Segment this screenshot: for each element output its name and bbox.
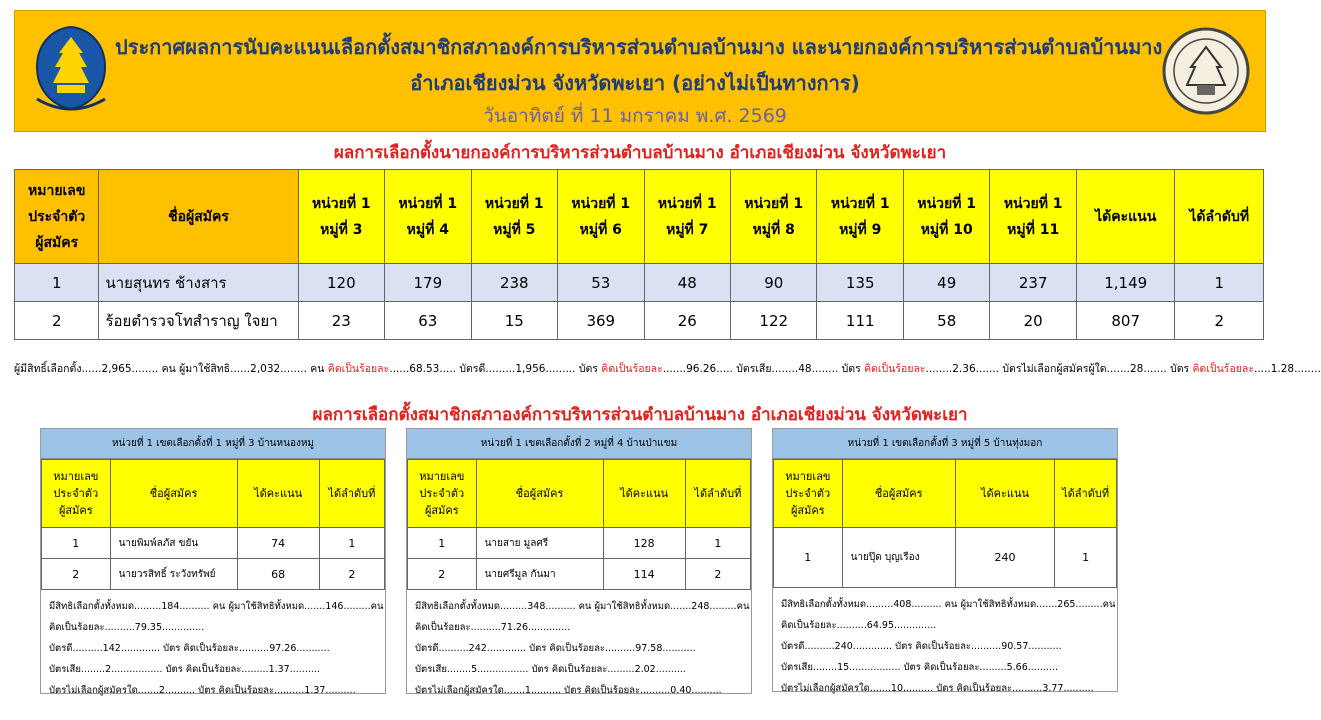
header-rank: ได้ลำดับที่: [319, 460, 384, 528]
unit-votes: 179: [385, 264, 471, 302]
candidate-number: 2: [15, 302, 99, 340]
candidate-name: นายศรีมูล กันมา: [476, 559, 603, 590]
rank: 1: [319, 528, 384, 559]
unit-votes: 23: [298, 302, 384, 340]
header-candidate-number: หมายเลข ประจำตัว ผู้สมัคร: [774, 460, 843, 528]
unit-votes: 26: [644, 302, 730, 340]
district-turnout-info: มีสิทธิเลือกตั้งทั้งหมด.........408.......... คน ผู้มาใช้สิทธิทั้งหมด.......265.........คน คิดเป็นร้อยละ..........64.95.............. บัตรดี..........240............. บัตร คิดเป็นร้อยละ..........90.57........... บัตรเสีย........15................. บัตร คิดเป็นร้อยละ.........5.66.......... บัตรไม่เลือกผู้สมัครใด.......10.......... บัตร คิดเป็นร้อยละ..........3.77..........: [781, 599, 1116, 694]
rank: 2: [685, 559, 750, 590]
votes: 74: [237, 528, 319, 559]
header-votes: ได้คะแนน: [955, 460, 1054, 528]
votes: 240: [955, 528, 1054, 588]
table-row: [408, 528, 751, 559]
unit-votes: 369: [558, 302, 644, 340]
district-table: [773, 459, 1117, 588]
table-header-row: [15, 170, 1264, 264]
district-caption: หน่วยที่ 1 เขตเลือกตั้งที่ 1 หมู่ที่ 3 บ้านหนองหมู: [41, 429, 385, 459]
candidate-number: 1: [15, 264, 99, 302]
district-table: [41, 459, 385, 590]
mayor-turnout-summary: ผู้มีสิทธิ์เลือกตั้ง......2,965........ คน ผู้มาใช้สิทธิ......2,032........ คน คิดเป็นร้อยละ......68.53..... บัตรดี.........1,956......... บัตร คิดเป็นร้อยละ.......96.26..... บัตรเสีย........48........ บัตร คิดเป็นร้อยละ........2.36....... บัตรไม่เลือกผู้สมัครผู้ใด.......28....... บัตร คิดเป็นร้อยละ.....1.28........: [14, 363, 1321, 375]
header-candidate-number: หมายเลข ประจำตัว ผู้สมัคร: [408, 460, 477, 528]
unit-votes: 58: [903, 302, 989, 340]
unit-votes: 53: [558, 264, 644, 302]
rank: 1: [1055, 528, 1117, 588]
header-banner: [14, 10, 1266, 132]
unit-votes: 63: [385, 302, 471, 340]
district-caption: หน่วยที่ 1 เขตเลือกตั้งที่ 3 หมู่ที่ 5 บ้านทุ่งมอก: [773, 429, 1117, 459]
unit-votes: 48: [644, 264, 730, 302]
council-district-box: [772, 428, 1118, 692]
header-candidate-name: ชื่อผู้สมัคร: [110, 460, 237, 528]
header-votes: ได้คะแนน: [237, 460, 319, 528]
header-candidate-number: หมายเลข ประจำตัว ผู้สมัคร: [15, 170, 99, 264]
votes: 128: [603, 528, 685, 559]
unit-votes: 238: [471, 264, 557, 302]
unit-votes: 135: [817, 264, 903, 302]
district-table: [407, 459, 751, 590]
votes: 114: [603, 559, 685, 590]
header-date: วันอาทิตย์ ที่ 11 มกราคม พ.ศ. 2569: [483, 105, 787, 127]
header-candidate-name: ชื่อผู้สมัคร: [99, 170, 298, 264]
candidate-name: ร้อยตำรวจโทสำราญ ใจยา: [99, 302, 298, 340]
votes: 68: [237, 559, 319, 590]
table-row: [408, 559, 751, 590]
candidate-name: นายสุนทร ช้างสาร: [99, 264, 298, 302]
unit-votes: 49: [903, 264, 989, 302]
rank: 1: [685, 528, 750, 559]
council-section-title: ผลการเลือกตั้งสมาชิกสภาองค์การบริหารส่วนตำบลบ้านมาง อำเภอเชียงม่วน จังหวัดพะเยา: [312, 405, 968, 425]
header-unit: หน่วยที่ 1 หมู่ที่ 5: [471, 170, 557, 264]
unit-votes: 237: [990, 264, 1076, 302]
header-unit: หน่วยที่ 1 หมู่ที่ 4: [385, 170, 471, 264]
council-district-box: [40, 428, 386, 694]
total-votes: 807: [1076, 302, 1175, 340]
header-unit: หน่วยที่ 1 หมู่ที่ 7: [644, 170, 730, 264]
candidate-name: นายวรสิทธิ์ ระวังทรัพย์: [110, 559, 237, 590]
unit-votes: 15: [471, 302, 557, 340]
mayor-results-table: [14, 169, 1264, 340]
candidate-name: นายปุ๊ด บุญเรือง: [842, 528, 955, 588]
candidate-number: 2: [408, 559, 477, 590]
header-rank: ได้ลำดับที่: [1055, 460, 1117, 528]
district-caption: หน่วยที่ 1 เขตเลือกตั้งที่ 2 หมู่ที่ 4 บ้านป่าแขม: [407, 429, 751, 459]
header-unit: หน่วยที่ 1 หมู่ที่ 3: [298, 170, 384, 264]
district-turnout-info: มีสิทธิเลือกตั้งทั้งหมด.........184.......... คน ผู้มาใช้สิทธิทั้งหมด.......146.........คน คิดเป็นร้อยละ..........79.35.............. บัตรดี..........142............. บัตร คิดเป็นร้อยละ..........97.26........... บัตรเสีย........2................. บัตร คิดเป็นร้อยละ.........1.37.......... บัตรไม่เลือกผู้สมัครใด.......2.......... บัตร คิดเป็นร้อยละ..........1.37..........: [49, 601, 384, 696]
header-unit: หน่วยที่ 1 หมู่ที่ 11: [990, 170, 1076, 264]
header-unit: หน่วยที่ 1 หมู่ที่ 9: [817, 170, 903, 264]
unit-votes: 122: [731, 302, 817, 340]
header-unit: หน่วยที่ 1 หมู่ที่ 8: [731, 170, 817, 264]
header-unit: หน่วยที่ 1 หมู่ที่ 10: [903, 170, 989, 264]
mayor-section-title: ผลการเลือกตั้งนายกองค์การบริหารส่วนตำบลบ้านมาง อำเภอเชียงม่วน จังหวัดพะเยา: [333, 143, 947, 163]
table-header-row: [408, 460, 751, 528]
candidate-number: 1: [774, 528, 843, 588]
header-unit: หน่วยที่ 1 หมู่ที่ 6: [558, 170, 644, 264]
dept-logo-icon: [31, 23, 111, 113]
header-title-line1: ประกาศผลการนับคะแนนเลือกตั้งสมาชิกสภาองค์การบริหารส่วนตำบลบ้านมาง และนายกองค์การบริหารส่วนตำบลบ้านมาง: [115, 35, 1163, 59]
header-rank: ได้ลำดับที่: [1175, 170, 1264, 264]
header-votes: ได้คะแนน: [603, 460, 685, 528]
candidate-number: 2: [42, 559, 111, 590]
table-header-row: [774, 460, 1117, 528]
table-row: [42, 528, 385, 559]
header-total-votes: ได้คะแนน: [1076, 170, 1175, 264]
council-district-box: [406, 428, 752, 694]
rank: 2: [1175, 302, 1264, 340]
table-row: [15, 264, 1264, 302]
rank: 2: [319, 559, 384, 590]
header-candidate-name: ชื่อผู้สมัคร: [476, 460, 603, 528]
candidate-number: 1: [408, 528, 477, 559]
header-candidate-number: หมายเลข ประจำตัว ผู้สมัคร: [42, 460, 111, 528]
unit-votes: 120: [298, 264, 384, 302]
header-rank: ได้ลำดับที่: [685, 460, 750, 528]
rank: 1: [1175, 264, 1264, 302]
candidate-name: นายพิมพ์ลภัส ขยัน: [110, 528, 237, 559]
unit-votes: 111: [817, 302, 903, 340]
header-title-line2: อำเภอเชียงม่วน จังหวัดพะเยา (อย่างไม่เป็นทางการ): [410, 71, 860, 95]
unit-votes: 90: [731, 264, 817, 302]
table-row: [42, 559, 385, 590]
table-row: [774, 528, 1117, 588]
candidate-number: 1: [42, 528, 111, 559]
unit-votes: 20: [990, 302, 1076, 340]
total-votes: 1,149: [1076, 264, 1175, 302]
header-candidate-name: ชื่อผู้สมัคร: [842, 460, 955, 528]
tambon-seal-icon: [1161, 25, 1251, 117]
table-row: [15, 302, 1264, 340]
district-turnout-info: มีสิทธิเลือกตั้งทั้งหมด.........348.......... คน ผู้มาใช้สิทธิทั้งหมด.......248.........คน คิดเป็นร้อยละ..........71.26.............. บัตรดี..........242............. บัตร คิดเป็นร้อยละ..........97.58........... บัตรเสีย........5................. บัตร คิดเป็นร้อยละ.........2.02.......... บัตรไม่เลือกผู้สมัครใด.......1.......... บัตร คิดเป็นร้อยละ..........0.40..........: [415, 601, 750, 696]
table-header-row: [42, 460, 385, 528]
candidate-name: นายสาย มูลศรี: [476, 528, 603, 559]
